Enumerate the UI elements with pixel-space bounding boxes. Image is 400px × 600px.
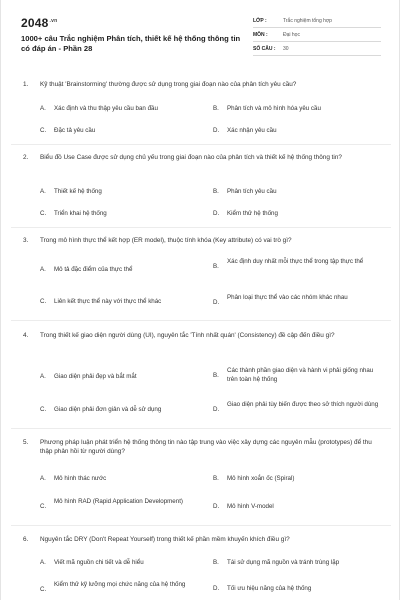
option-letter: C. [40,502,47,510]
question-text: Nguyên tắc DRY (Don't Repeat Yourself) trong thiết kế phần mềm khuyến khích điều gì? [40,536,290,543]
option-letter: B. [213,475,219,482]
question-number: 1. [23,81,29,88]
option-letter: B. [213,188,219,195]
option-letter: A. [40,105,46,112]
brand-suffix: .vn [49,18,58,24]
meta-row-subject [253,28,381,42]
option-text: Giao diện phải đơn giản và dễ sử dụng [54,406,162,413]
option-text: Giao diện phải đẹp và bắt mắt [54,373,137,380]
option-text: Đặc tả yêu cầu [54,127,96,134]
option-text: Kiểm thử kỹ lưỡng mọi chức năng của hệ thống [54,581,186,588]
question-text: Trong thiết kế giao diện người dùng (UI), nguyên tắc 'Tính nhất quán' (Consistency) đề cập đến điều gì? [40,332,335,339]
option-text: Mô hình thác nước [54,475,107,482]
option-text: Xác nhận yêu cầu [227,127,277,134]
brand-logo[interactable] [21,16,57,30]
question-text: Trong mô hình thực thể kết hợp (ER model), thuộc tính khóa (Key attribute) có vai trò gì? [40,237,292,244]
option-text: Mô hình V-model [227,503,274,510]
option-text: Phân tích yêu cầu [227,188,277,195]
document-header [21,12,381,60]
option-letter: C. [40,298,47,305]
question-number: 4. [23,332,29,339]
option-letter: A. [40,373,46,380]
option-text: Viết mã nguồn chi tiết và dễ hiểu [54,559,144,566]
option-text: Mô tả đặc điểm của thực thể [54,266,133,273]
option-letter: B. [213,262,219,270]
question-divider [11,320,391,321]
question-number: 6. [23,536,29,543]
option-text: Phân loại thực thể vào các nhóm khác nhau [227,294,348,301]
meta-row-count [253,42,381,56]
question-text: Kỹ thuật 'Brainstorming' thường được sử dụng trong giai đoạn nào của phân tích yêu cầu? [40,81,297,88]
option-letter: C. [40,127,47,134]
meta-value: Trắc nghiệm tổng hợp [283,17,332,24]
option-letter: B. [213,559,219,566]
option-text: Kiểm thử hệ thống [227,210,278,217]
option-letter: C. [40,406,47,413]
option-text: Mô hình RAD (Rapid Application Development) [54,498,183,505]
option-text: Triển khai hệ thống [54,210,107,217]
option-letter: D. [213,298,220,306]
option-letter: D. [213,127,220,134]
meta-value: 30 [283,45,289,52]
option-text: Xác định duy nhất mỗi thực thể trong tập thực thể [227,258,364,265]
option-text: Xác định và thu thập yêu cầu ban đầu [54,105,158,112]
option-letter: A. [40,559,46,566]
question-divider [11,144,391,145]
page-title: 1000+ câu Trắc nghiệm Phân tích, thiết kế hệ thống thông tin có đáp án - Phần 28 [21,34,241,53]
option-text: Mô hình xoắn ốc (Spiral) [227,475,295,482]
option-text: Phân tích và mô hình hóa yêu cầu [227,105,321,112]
option-letter: D. [213,503,220,510]
option-letter: B. [213,105,219,112]
option-letter: B. [213,371,219,379]
option-letter: D. [213,405,220,413]
option-text: Tối ưu hiệu năng của hệ thống [227,585,312,592]
question-number: 2. [23,154,29,161]
meta-key: MÔN : [253,31,268,38]
option-text: Các thành phần giao diện và hành vi phải giống nhau trên toàn hệ thống [227,367,374,383]
meta-key: SỐ CÂU : [253,45,276,52]
meta-value: Đại học [283,31,300,38]
question-number: 5. [23,439,29,446]
question-divider [11,227,391,228]
brand-name: 2048 [21,16,49,30]
option-letter: D. [213,210,220,217]
question-divider [11,428,391,429]
meta-key: LỚP : [253,17,267,24]
option-letter: D. [213,585,220,592]
question-number: 3. [23,237,29,244]
document-meta [253,14,381,56]
option-letter: A. [40,188,46,195]
option-letter: C. [40,585,47,593]
option-letter: C. [40,210,47,217]
meta-row-class [253,14,381,28]
option-text: Thiết kế hệ thống [54,188,102,195]
option-text: Tái sử dụng mã nguồn và tránh trùng lặp [227,559,340,566]
question-text: Biểu đồ Use Case được sử dụng chủ yếu trong giai đoạn nào của phân tích và thiết kế hệ thống thông tin? [40,154,342,161]
option-text: Liên kết thực thể này với thực thể khác [54,298,162,305]
option-letter: A. [40,475,46,482]
question-text: Phương pháp luận phát triển hệ thống thông tin nào tập trung vào việc xây dựng các nguyên mẫu (prototypes) để thu thập phản hồi từ người dùng? [40,439,372,455]
option-text: Giao diện phải tùy biến được theo sở thích người dùng [227,401,379,408]
question-divider [11,525,391,526]
option-letter: A. [40,266,46,273]
